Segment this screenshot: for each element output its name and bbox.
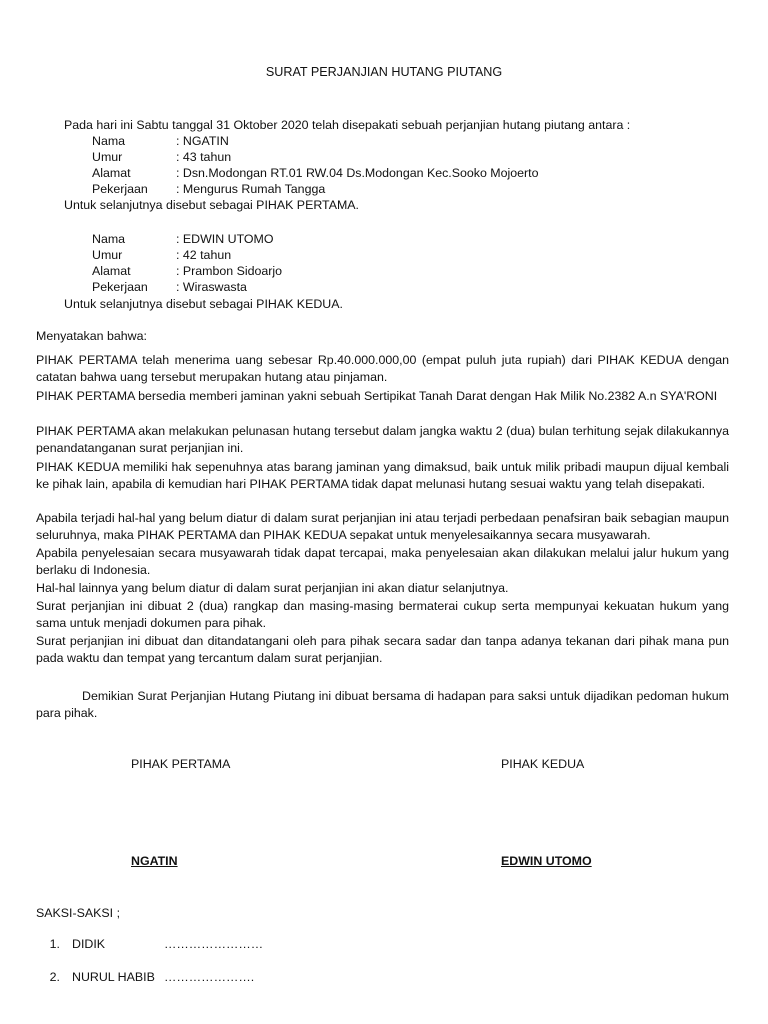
signature-right-role: PIHAK KEDUA bbox=[501, 757, 585, 771]
clause-3: PIHAK PERTAMA akan melakukan pelunasan hutang tersebut dalam jangka waktu 2 (dua) bulan terhitung sejak dilakukannya penandatanganan surat perjanjian ini. bbox=[36, 424, 729, 455]
closing-paragraph: Demikian Surat Perjanjian Hutang Piutang ini dibuat bersama di hadapan para saksi untuk dijadikan pedoman hukum para pihak. bbox=[36, 689, 729, 720]
party2-pekerjaan-value: : Wiraswasta bbox=[176, 280, 247, 294]
party1-pekerjaan-value: : Mengurus Rumah Tangga bbox=[176, 182, 326, 196]
party2-alamat-label: Alamat bbox=[92, 264, 131, 278]
clause-2: PIHAK PERTAMA bersedia memberi jaminan yakni sebuah Sertipikat Tanah Darat dengan Hak Milik No.2382 A.n SYA'RONI bbox=[36, 389, 718, 403]
clause-9: Surat perjanjian ini dibuat dan ditandatangani oleh para pihak secara sadar dan tanpa adanya tekanan dari pihak mana pun pada waktu dan tempat yang tercantum dalam surat perjanjian. bbox=[36, 634, 729, 665]
party1-pekerjaan-label: Pekerjaan bbox=[92, 182, 148, 196]
witnesses-heading: SAKSI-SAKSI ; bbox=[36, 906, 121, 920]
party1-pekerjaan-row bbox=[92, 181, 325, 197]
signature-left-name: NGATIN bbox=[131, 854, 178, 868]
signature-left-role: PIHAK PERTAMA bbox=[131, 757, 231, 771]
party2-umur-value: : 42 tahun bbox=[176, 248, 232, 262]
party1-nama-value: : NGATIN bbox=[176, 134, 229, 148]
party1-umur-label: Umur bbox=[92, 150, 123, 164]
witness-row-2 bbox=[38, 969, 254, 985]
witness-name: NURUL HABIB bbox=[72, 970, 155, 984]
witness-row-1 bbox=[38, 936, 263, 952]
clause-5: Apabila terjadi hal-hal yang belum diatur di dalam surat perjanjian ini atau terjadi perbedaan penafsiran baik sebagian maupun seluruhnya, maka PIHAK PERTAMA dan PIHAK KEDUA sepakat untuk menyelesaikannya secara musyawarah. bbox=[36, 511, 729, 542]
party2-nama-label: Nama bbox=[92, 232, 126, 246]
party1-nama-label: Nama bbox=[92, 134, 126, 148]
party1-umur-value: : 43 tahun bbox=[176, 150, 232, 164]
party1-alamat-label: Alamat bbox=[92, 166, 131, 180]
party1-umur-row bbox=[92, 149, 231, 165]
party1-designation: Untuk selanjutnya disebut sebagai PIHAK PERTAMA. bbox=[64, 198, 360, 212]
party2-umur-row bbox=[92, 247, 231, 263]
clause-1: PIHAK PERTAMA telah menerima uang sebesar Rp.40.000.000,00 (empat puluh juta rupiah) dari PIHAK KEDUA dengan catatan bahwa uang tersebut merupakan hutang atau pinjaman. bbox=[36, 353, 729, 384]
clause-4: PIHAK KEDUA memiliki hak sepenuhnya atas barang jaminan yang dimaksud, baik untuk milik pribadi maupun dijual kembali ke pihak lain, apabila di kemudian hari PIHAK PERTAMA tidak dapat melunasi hutang sesuai waktu yang telah disepakati. bbox=[36, 460, 729, 491]
party2-designation: Untuk selanjutnya disebut sebagai PIHAK KEDUA. bbox=[64, 297, 343, 311]
party2-nama-value: : EDWIN UTOMO bbox=[176, 232, 274, 246]
statement-heading: Menyatakan bahwa: bbox=[36, 329, 147, 343]
witness-signature-line: …………………. bbox=[164, 970, 255, 984]
party2-pekerjaan-row bbox=[92, 279, 247, 295]
signature-right-name: EDWIN UTOMO bbox=[501, 854, 592, 868]
party1-alamat-row bbox=[92, 165, 539, 181]
clause-6: Apabila penyelesaian secara musyawarah tidak dapat tercapai, maka penyelesaian akan dilakukan melalui jalur hukum yang berlaku di Indonesia. bbox=[36, 546, 729, 577]
party2-alamat-row bbox=[92, 263, 282, 279]
witness-signature-line: …………………… bbox=[164, 937, 264, 951]
witness-name: DIDIK bbox=[72, 937, 106, 951]
clause-7: Hal-hal lainnya yang belum diatur di dalam surat perjanjian ini akan diatur selanjutnya. bbox=[36, 581, 509, 595]
document-title: SURAT PERJANJIAN HUTANG PIUTANG bbox=[265, 65, 503, 79]
clause-8: Surat perjanjian ini dibuat 2 (dua) rangkap dan masing-masing bermaterai cukup serta mempunyai kekuatan hukum yang sama untuk menjadi dokumen para pihak. bbox=[36, 599, 729, 630]
party1-nama-row bbox=[92, 133, 229, 149]
opening-statement: Pada hari ini Sabtu tanggal 31 Oktober 2020 telah disepakati sebuah perjanjian hutang piutang antara : bbox=[64, 118, 631, 132]
party2-alamat-value: : Prambon Sidoarjo bbox=[176, 264, 283, 278]
party2-nama-row bbox=[92, 231, 274, 247]
party1-alamat-value: : Dsn.Modongan RT.01 RW.04 Ds.Modongan Kec.Sooko Mojoerto bbox=[176, 166, 539, 180]
party2-umur-label: Umur bbox=[92, 248, 123, 262]
party2-pekerjaan-label: Pekerjaan bbox=[92, 280, 148, 294]
witness-number: 2. bbox=[49, 970, 60, 984]
witness-number: 1. bbox=[49, 937, 60, 951]
